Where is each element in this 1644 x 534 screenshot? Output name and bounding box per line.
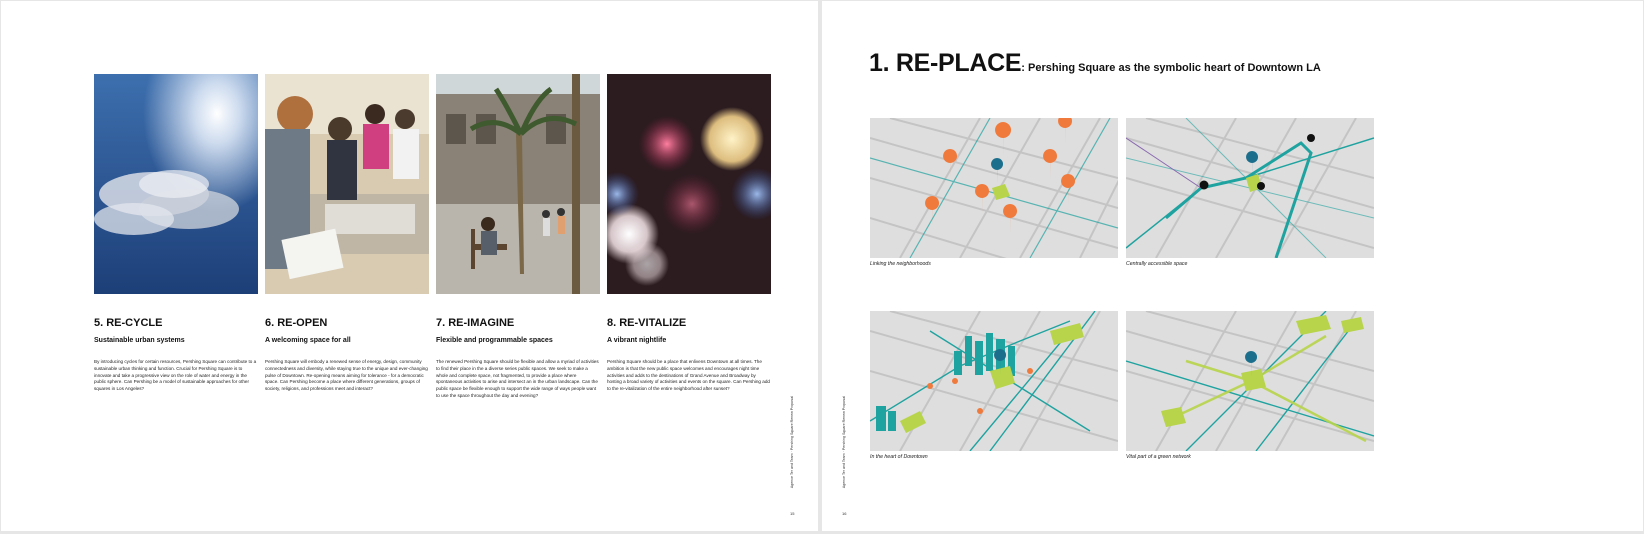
right-page [822,1,1643,531]
running-head: Agence Ter and Team · Pershing Square Renew Proposal [842,396,846,489]
column-reopen [265,317,429,393]
column-revitalize [607,317,771,393]
column-heading: 8. RE-VITALIZE [607,317,687,329]
column-body: Pershing Square should be a place that enlivens Downtown at all times. The ambition is that the new public space welcomes and encourages night time activities and adds to the destinations of Grand Avenue and Broadway by hosting a broad variety of activities and events on the square. Can Pershing add to the re-vitalization of the entire neighborhood after sunset? [607,359,770,392]
column-heading: 5. RE-CYCLE [94,317,163,329]
column-heading: 6. RE-OPEN [265,317,328,329]
left-page [1,1,818,531]
column-subheading: Sustainable urban systems [94,337,185,344]
column-body: By introducing cycles for certain resources, Pershing Square can contribute to a sustainable urban thinking and function. Crucial for Pershing Square is to innovate and take a progressive view on the role of water and energy in the public sphere. Can Pershing be a model of sustainable approaches for other squares in Los Angeles? [94,359,257,392]
people-at-exhibition-photo [265,74,429,294]
night-lights-bokeh-photo [607,74,771,294]
page-number: 15 [790,511,795,516]
page-title [869,49,1321,78]
column-subheading: A vibrant nightlife [607,337,667,344]
map-caption: Vital part of a green network [1126,454,1191,460]
green-network-map [1126,311,1374,451]
column-reimagine [436,317,600,400]
column-subheading: A welcoming space for all [265,337,351,344]
page-title-main: 1. RE-PLACE [869,49,1022,77]
page-title-sub: : Pershing Square as the symbolic heart of Downtown LA [1021,62,1321,74]
transit-lines-map [1126,118,1374,258]
column-body: Pershing Square will embody a renewed sense of energy, design, community connectedness and diversity, while staying true to the unique and ever-changing pulse of Downtown. Re-opening means aiming for tolerance - for a democratic space. Can Pershing become a place where different generations, groups of society, religions, and professions meet and interact? [265,359,428,392]
neighborhood-pins-map [870,118,1118,258]
column-subheading: Flexible and programmable spaces [436,337,553,344]
running-head: Agence Ter and Team · Pershing Square Renew Proposal [790,396,794,489]
column-recycle [94,317,258,393]
map-caption: Centrally accessible space [1126,261,1188,267]
page-number: 16 [842,511,847,516]
plaza-with-palm-trees-photo [436,74,600,294]
downtown-buildings-map [870,311,1118,451]
map-caption: Linking the neighborhoods [870,261,931,267]
sky-clouds-sun-photo [94,74,258,294]
map-caption: In the heart of Downtown [870,454,928,460]
column-body: The renewed Pershing Square should be flexible and allow a myriad of activities to find their place in the a diverse series public spaces. We seek to make a whole and complete space, not fragmented, to provide a place where spontaneous activities to arise and intersect an in the urban landscape. Can the public space be flexible enough to support the wide range of ways people want to use the space throughout the day and evening? [436,359,599,398]
column-heading: 7. RE-IMAGINE [436,317,515,329]
